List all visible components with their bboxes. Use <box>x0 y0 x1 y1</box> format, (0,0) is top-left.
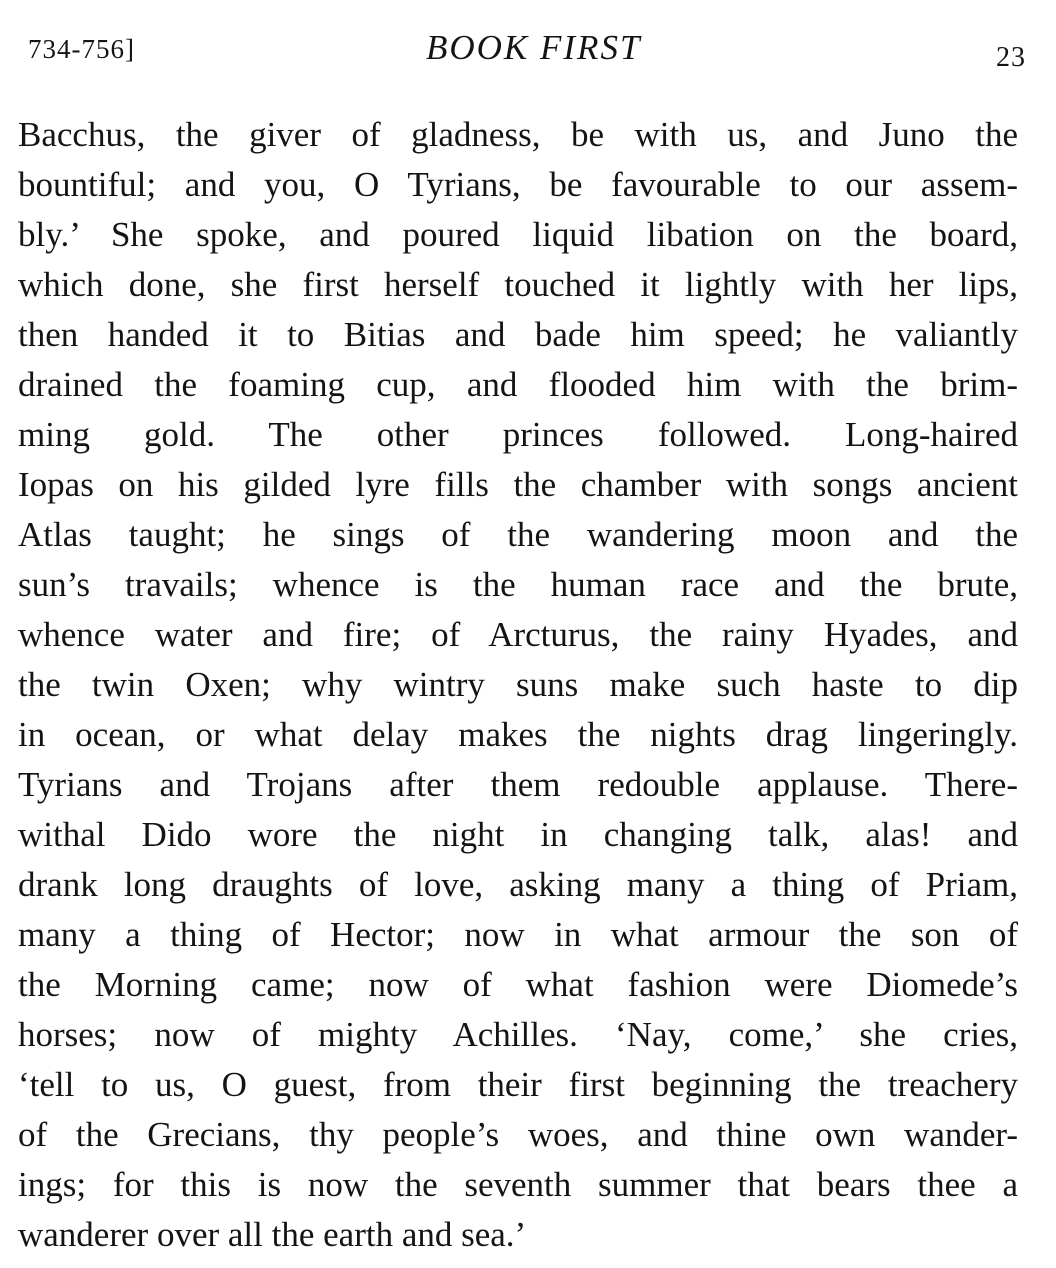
text-line: then handed it to Bitias and bade him speed; he valiantly <box>18 315 1018 354</box>
text-line: whence water and fire; of Arcturus, the rainy Hyades, and <box>18 615 1018 654</box>
book-title: BOOK FIRST <box>426 28 642 67</box>
text-line: Bacchus, the giver of gladness, be with us, and Juno the <box>18 115 1018 154</box>
text-line: drank long draughts of love, asking many a thing of Priam, <box>18 865 1018 904</box>
text-line: withal Dido wore the night in changing talk, alas! and <box>18 815 1018 854</box>
text-line: horses; now of mighty Achilles. ‘Nay, come,’ she cries, <box>18 1015 1018 1054</box>
text-line: Atlas taught; he sings of the wandering moon and the <box>18 515 1018 554</box>
text-line: ings; for this is now the seventh summer that bears thee a <box>18 1165 1018 1204</box>
text-line: many a thing of Hector; now in what armour the son of <box>18 915 1018 954</box>
line-range: 734-756] <box>28 34 135 64</box>
running-head <box>28 26 1026 76</box>
text-line: ‘tell to us, O guest, from their first beginning the treachery <box>18 1065 1018 1104</box>
text-line: bly.’ She spoke, and poured liquid libation on the board, <box>18 215 1018 254</box>
text-line: the twin Oxen; why wintry suns make such haste to dip <box>18 665 1018 704</box>
page-number: 23 <box>996 42 1026 73</box>
text-line: the Morning came; now of what fashion were Diomede’s <box>18 965 1018 1004</box>
body-text <box>18 110 1018 1260</box>
text-line: which done, she first herself touched it lightly with her lips, <box>18 265 1018 304</box>
text-line: Tyrians and Trojans after them redouble applause. There- <box>18 765 1018 804</box>
text-line: Iopas on his gilded lyre fills the chamber with songs ancient <box>18 465 1018 504</box>
text-line: bountiful; and you, O Tyrians, be favourable to our assem- <box>18 165 1018 204</box>
text-line: ming gold. The other princes followed. Long-haired <box>18 415 1018 454</box>
text-line: in ocean, or what delay makes the nights drag lingeringly. <box>18 715 1018 754</box>
text-line: drained the foaming cup, and flooded him with the brim- <box>18 365 1018 404</box>
text-line: of the Grecians, thy people’s woes, and thine own wander- <box>18 1115 1018 1154</box>
text-line: wanderer over all the earth and sea.’ <box>18 1215 527 1254</box>
text-line: sun’s travails; whence is the human race and the brute, <box>18 565 1018 604</box>
